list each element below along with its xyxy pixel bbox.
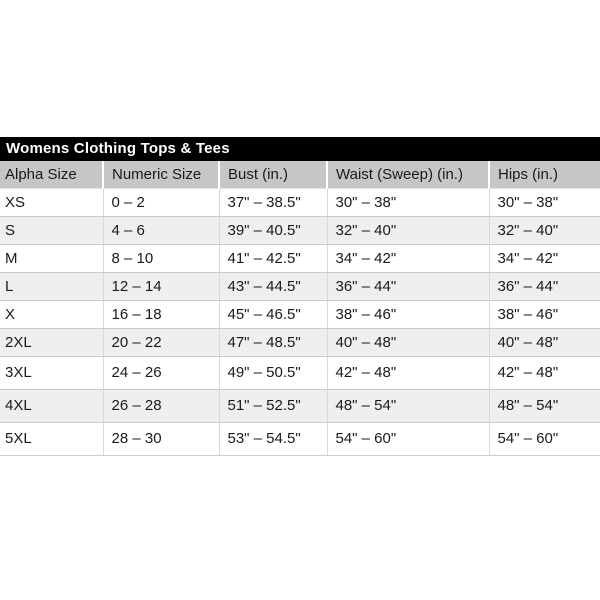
- column-header-hips: Hips (in.): [489, 161, 600, 188]
- table-row-m: [0, 244, 600, 272]
- table-cell: 4 – 6: [103, 216, 219, 244]
- table-cell: 32" – 40": [489, 216, 600, 244]
- table-cell: 28 – 30: [103, 422, 219, 455]
- table-cell: 51" – 52.5": [219, 389, 327, 422]
- table-cell: 40" – 48": [327, 328, 489, 356]
- table-cell: 30" – 38": [489, 188, 600, 216]
- table-cell: 5XL: [0, 422, 103, 455]
- table-cell: 53" – 54.5": [219, 422, 327, 455]
- column-header-bust: Bust (in.): [219, 161, 327, 188]
- column-header-alpha-size: Alpha Size: [0, 161, 103, 188]
- table-cell: 34" – 42": [489, 244, 600, 272]
- table-cell: 0 – 2: [103, 188, 219, 216]
- table-cell: 30" – 38": [327, 188, 489, 216]
- table-cell: 38" – 46": [489, 300, 600, 328]
- table-header: [0, 161, 600, 188]
- table-cell: 38" – 46": [327, 300, 489, 328]
- table-cell: 48" – 54": [327, 389, 489, 422]
- table-cell: 2XL: [0, 328, 103, 356]
- table-cell: 26 – 28: [103, 389, 219, 422]
- table-cell: 47" – 48.5": [219, 328, 327, 356]
- table-cell: X: [0, 300, 103, 328]
- table-row-x: [0, 300, 600, 328]
- table-cell: XS: [0, 188, 103, 216]
- table-cell: 24 – 26: [103, 356, 219, 389]
- table-cell: 42" – 48": [327, 356, 489, 389]
- table-row-l: [0, 272, 600, 300]
- table-cell: 3XL: [0, 356, 103, 389]
- table-cell: 16 – 18: [103, 300, 219, 328]
- header-row: [0, 161, 600, 188]
- size-chart-title: Womens Clothing Tops & Tees: [0, 137, 600, 161]
- table-cell: 12 – 14: [103, 272, 219, 300]
- table-cell: 36" – 44": [327, 272, 489, 300]
- table-cell: 39" – 40.5": [219, 216, 327, 244]
- table-row-2xl: [0, 328, 600, 356]
- table-cell: 42" – 48": [489, 356, 600, 389]
- table-cell: 36" – 44": [489, 272, 600, 300]
- table-cell: 40" – 48": [489, 328, 600, 356]
- table-cell: S: [0, 216, 103, 244]
- table-cell: 20 – 22: [103, 328, 219, 356]
- table-cell: 37" – 38.5": [219, 188, 327, 216]
- column-header-numeric-size: Numeric Size: [103, 161, 219, 188]
- table-cell: 41" – 42.5": [219, 244, 327, 272]
- table-row-4xl: [0, 389, 600, 422]
- size-chart-table: [0, 161, 600, 456]
- table-cell: 45" – 46.5": [219, 300, 327, 328]
- table-cell: 43" – 44.5": [219, 272, 327, 300]
- column-header-waist: Waist (Sweep) (in.): [327, 161, 489, 188]
- table-cell: 4XL: [0, 389, 103, 422]
- table-cell: 32" – 40": [327, 216, 489, 244]
- table-cell: 54" – 60": [489, 422, 600, 455]
- table-row-s: [0, 216, 600, 244]
- table-cell: 54" – 60": [327, 422, 489, 455]
- table-cell: 48" – 54": [489, 389, 600, 422]
- table-cell: L: [0, 272, 103, 300]
- table-row-xs: [0, 188, 600, 216]
- table-row-5xl: [0, 422, 600, 455]
- table-row-3xl: [0, 356, 600, 389]
- table-cell: 34" – 42": [327, 244, 489, 272]
- table-cell: M: [0, 244, 103, 272]
- table-body: [0, 188, 600, 455]
- table-cell: 49" – 50.5": [219, 356, 327, 389]
- size-chart: [0, 137, 600, 456]
- table-cell: 8 – 10: [103, 244, 219, 272]
